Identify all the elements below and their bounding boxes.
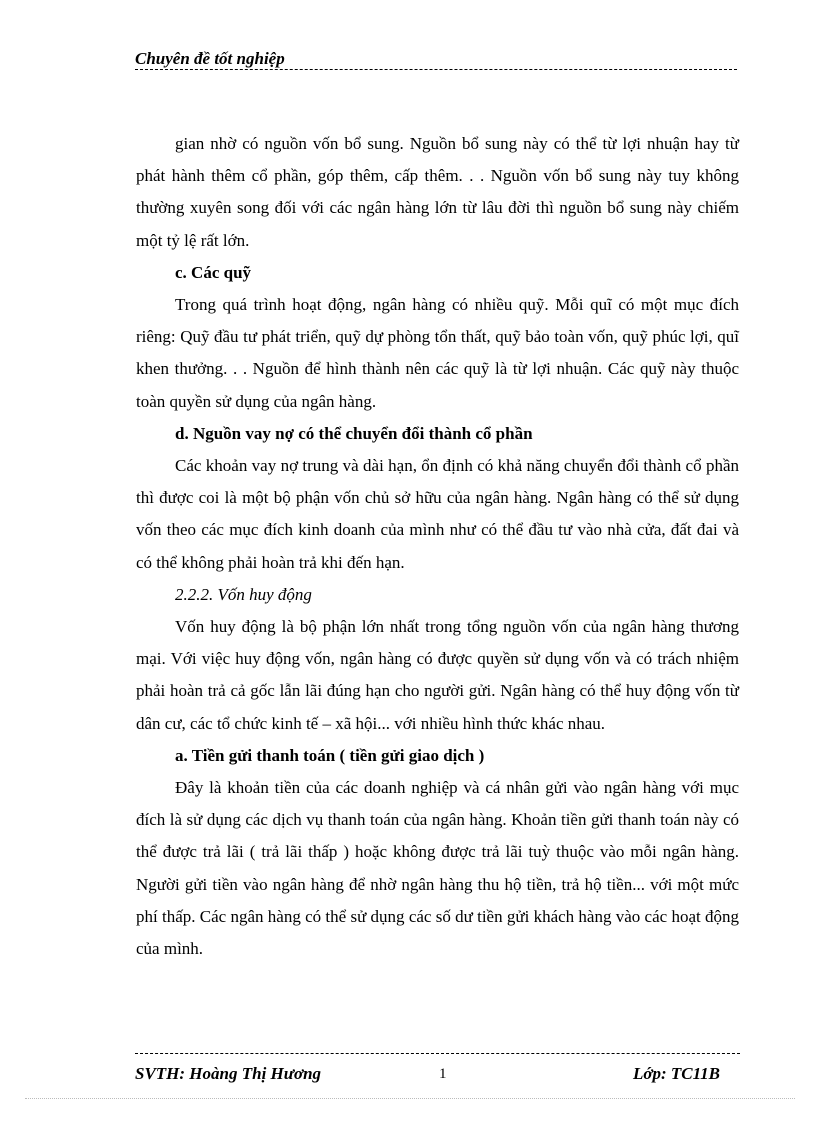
section-heading: c. Các quỹ — [175, 262, 252, 282]
header-divider — [135, 69, 737, 70]
page-number: 1 — [439, 1066, 447, 1082]
page-header — [135, 48, 737, 74]
page-edge — [25, 1098, 795, 1099]
footer-class: Lớp: TC11B — [632, 1064, 720, 1083]
section-heading: d. Nguồn vay nợ có thể chuyển đổi thành cổ phần — [175, 423, 533, 443]
body-paragraph: Trong quá trình hoạt động, ngân hàng có nhiều quỹ. Mỗi quĩ có một mục đích riêng: Quỹ đầu tư phát triển, quỹ dự phòng tổn thất, quỹ bảo toàn vốn, quỹ phúc lợi, quĩ khen thưởng. . . Nguồn để hình thành nên các quỹ là từ lợi nhuận. Các quỹ này thuộc toàn quyền sử dụng của ngân hàng. — [136, 295, 739, 411]
body-paragraph: gian nhờ có nguồn vốn bổ sung. Nguồn bổ sung này có thể từ lợi nhuận hay từ phát hành thêm cổ phần, góp thêm, cấp thêm. . . Nguồn vốn bổ sung này tuy không thường xuyên song đối với các ngân hàng lớn từ lâu đời thì nguồn bổ sung này chiếm một tỷ lệ rất lớn. — [136, 134, 739, 250]
document-title: Chuyên đề tốt nghiệp — [135, 49, 289, 68]
subsection-heading: 2.2.2. Vốn huy động — [175, 584, 312, 604]
body-paragraph: Đây là khoản tiền của các doanh nghiệp và cá nhân gửi vào ngân hàng với mục đích là sử dụng các dịch vụ thanh toán của ngân hàng. Khoản tiền gửi thanh toán này có thể được trả lãi ( trả lãi thấp ) hoặc không được trả lãi tuỳ thuộc vào mỗi ngân hàng. Người gửi tiền vào ngân hàng để nhờ ngân hàng thu hộ tiền, trả hộ tiền... với một mức phí thấp. Các ngân hàng có thể sử dụng các số dư tiền gửi khách hàng vào các hoạt động của mình. — [136, 778, 739, 959]
page-footer — [135, 1062, 720, 1086]
body-paragraph: Vốn huy động là bộ phận lớn nhất trong tổng nguồn vốn của ngân hàng thương mại. Với việc huy động vốn, ngân hàng có được quyền sử dụng vốn và có trách nhiệm phải hoàn trả cả gốc lẫn lãi đúng hạn cho người gửi. Ngân hàng có thể huy động vốn từ dân cư, các tổ chức kinh tế – xã hội... với nhiều hình thức khác nhau. — [136, 617, 739, 733]
footer-divider — [135, 1053, 740, 1054]
document-body — [136, 128, 739, 965]
footer-author: SVTH: Hoàng Thị Hương — [135, 1064, 322, 1083]
body-paragraph: Các khoản vay nợ trung và dài hạn, ổn định có khả năng chuyển đổi thành cổ phần thì được coi là một bộ phận vốn chủ sở hữu của ngân hàng. Ngân hàng có thể sử dụng vốn theo các mục đích kinh doanh của mình như có thể đầu tư vào nhà cửa, đất đai và có thể không phải hoàn trả khi đến hạn. — [136, 456, 739, 572]
section-heading: a. Tiền gửi thanh toán ( tiền gửi giao dịch ) — [175, 745, 485, 765]
